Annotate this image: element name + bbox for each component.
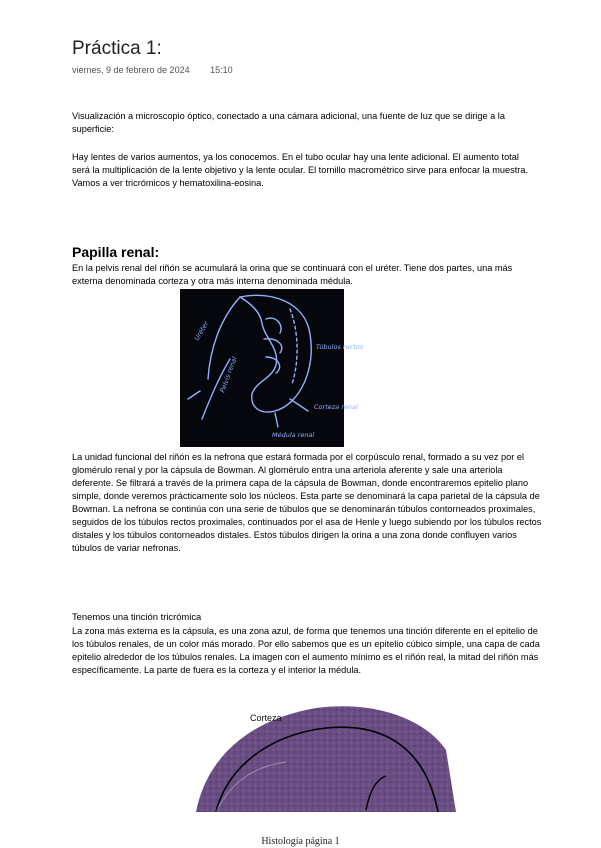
micrograph-label-corteza: Corteza [250, 713, 282, 723]
sketch-label-tubulos: Túbulos rectos [316, 343, 364, 351]
sketch-label-ureter: Uréter [192, 320, 211, 342]
page-timestamp [72, 65, 233, 75]
kidney-micrograph-image [176, 700, 456, 812]
intro-paragraph-2: Hay lentes de varios aumentos, ya los conocemos. En el tubo ocular hay una lente adicional. El aumento total será la multiplicación de la lente objetivo y la lente ocular. El tornillo macrométrico sirve para enfocar la muestra. Vamos a ver tricrómicos y hematoxilina-eosina. [72, 152, 529, 188]
tricromica-paragraph: La zona más externa es la cápsula, es una zona azul, de forma que tenemos una tinción diferente en el epitelio de los túbulos renales, de un color más morado. Por ello sabemos que es un epitelio cúbico simple, una capa de cada epitelio alrededor de los túbulos renales. La imagen con el aumento mínimo es el riñón real, la mitad del riñón más específicamente. La parte de fuera es la corteza y el interior la médula. [72, 626, 540, 675]
sketch-label-pelvis: Pelvis renal [218, 355, 239, 394]
page-time: 15:10 [210, 65, 233, 75]
section-heading-tricromica: Tenemos una tinción tricrómica [72, 611, 202, 622]
kidney-sketch-image [180, 289, 364, 447]
page-footer: Histología página 1 [261, 836, 340, 847]
page-title: Práctica 1: [72, 38, 162, 59]
page-date: viernes, 9 de febrero de 2024 [72, 65, 190, 75]
section-heading-papilla: Papilla renal: [72, 244, 160, 260]
nefrona-paragraph: La unidad funcional del riñón es la nefrona que estará formada por el corpúsculo renal, formado a su vez por el glomérulo renal y por la cápsula de Bowman. Al glomérulo entra una arteriola aferente y sale una arteriola deferente. Se filtrará a través de la primera capa de la cápsula de Bowman, donde encontraremos epitelio plano simple, donde veremos prácticamente solo los núcleos. Esta parte se denominará la capa parietal de la cápsula de Bowman. La nefrona se continúa con una serie de túbulos que se denominarán túbulos contorneados proximales, seguidos de los túbulos rectos proximales, continuados por el asa de Henle y luego subiendo por los túbulos rectos distales y los túbulos contorneados distales. Estos túbulos dirigen la orina a una zona donde confluyen varios túbulos de variar nefronas. [72, 452, 542, 553]
sketch-label-medula: Médula renal [272, 431, 315, 439]
sketch-label-corteza: Corteza renal [314, 403, 358, 411]
intro-paragraph-1: Visualización a microscopio óptico, conectado a una cámara adicional, una fuente de luz que se dirige a la superficie: [72, 111, 505, 134]
papilla-intro-paragraph: En la pelvis renal del riñón se acumulará la orina que se continuará con el uréter. Tiene dos partes, una más externa denominada corteza y otra más interna denominada médula. [72, 263, 513, 286]
